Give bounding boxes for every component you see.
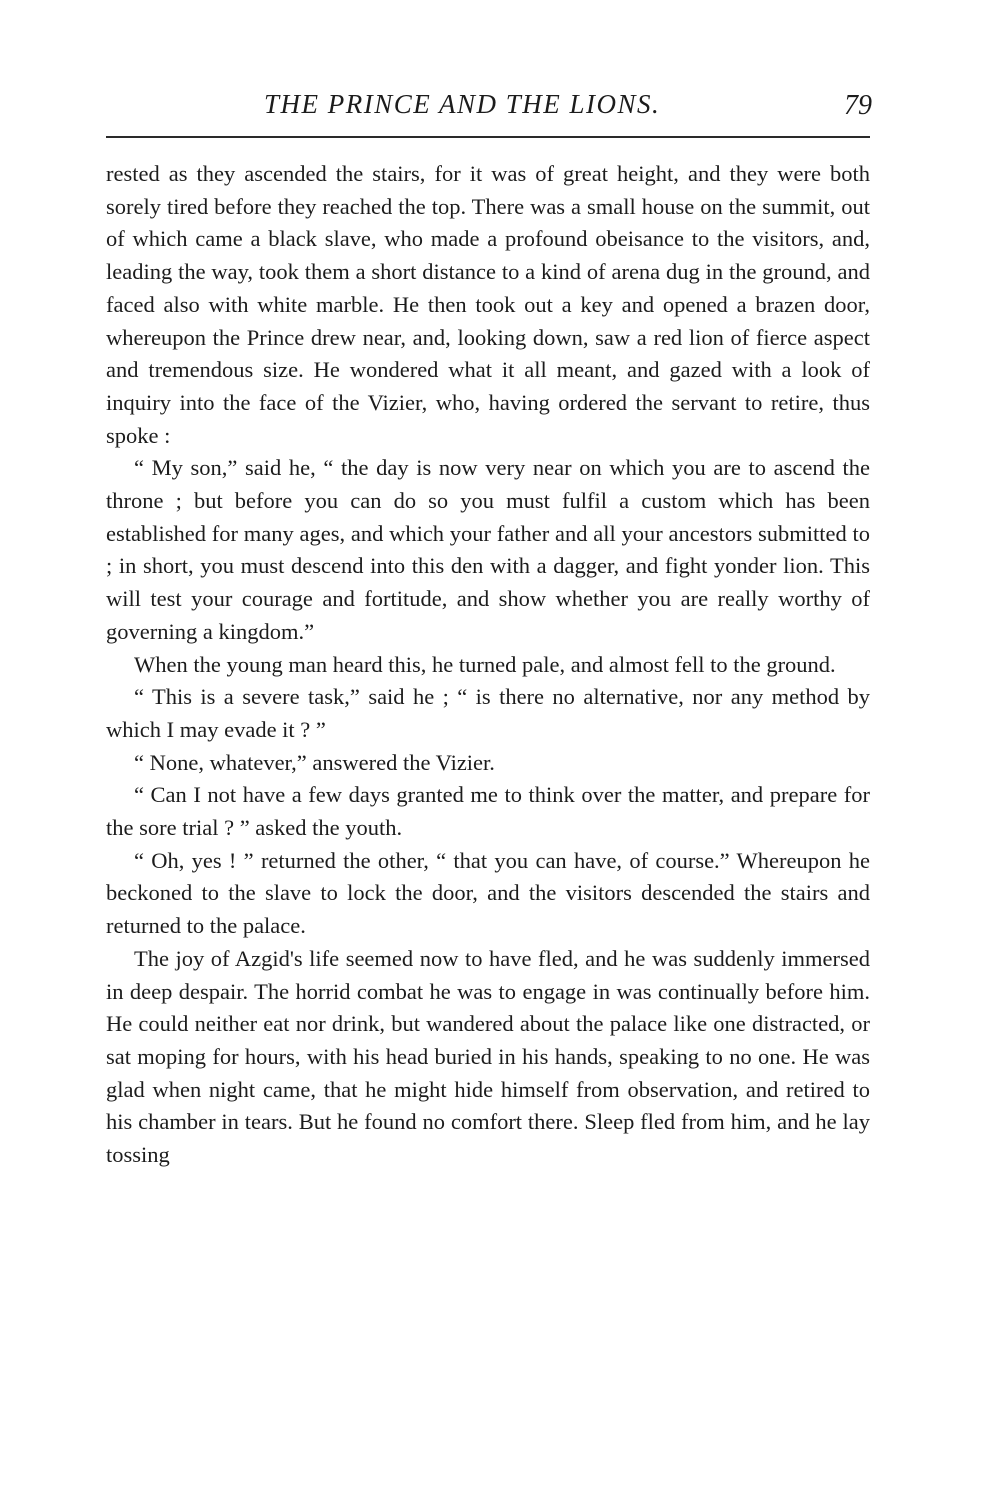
paragraph: “ Can I not have a few days granted me to think over the matter, and prepare for the sore trial ? ” asked the youth.: [106, 782, 870, 841]
paragraph: “ My son,” said he, “ the day is now very near on which you are to ascend the throne ; but before you can do so you must fulfil a custom which has been established for many ages, and which your father and all your ancestors submitted to ; in short, you must descend into this den with a dagger, and fight yonder lion. This will test your courage and fortitude, and show whether you are really worthy of governing a kingdom.”: [106, 455, 870, 644]
paragraph: rested as they ascended the stairs, for it was of great height, and they were both sorely tired before they reached the top. There was a small house on the summit, out of which came a black slave, who made a profound obeisance to the visitors, and, leading the way, took them a short distance to a kind of arena dug in the ground, and faced also with white marble. He then took out a key and opened a brazen door, whereupon the Prince drew near, and, looking down, saw a red lion of fierce aspect and tremendous size. He wondered what it all meant, and gazed with a look of inquiry into the face of the Vizier, who, having ordered the servant to retire, thus spoke :: [106, 161, 870, 448]
paragraph: When the young man heard this, he turned pale, and almost fell to the ground.: [134, 651, 836, 677]
paragraph: The joy of Azgid's life seemed now to have fled, and he was suddenly immersed in deep despair. The horrid combat he was to engage in was continually before him. He could neither eat nor drink, but wandered about the palace like one distracted, or sat moping for hours, with his head buried in his hands, speaking to no one. He was glad when night came, that he might hide himself from observation, and retired to his chamber in tears. But he found no comfort there. Sleep fled from him, and he lay tossing: [106, 945, 870, 1168]
header-rule: [106, 136, 870, 138]
page-number: 79: [844, 90, 872, 121]
paragraph: “ None, whatever,” answered the Vizier.: [134, 749, 495, 775]
paragraph: “ This is a severe task,” said he ; “ is there no alternative, nor any method by which I may evade it ? ”: [106, 684, 870, 742]
body-text: [106, 158, 870, 1172]
paragraph: “ Oh, yes ! ” returned the other, “ that you can have, of course.” Whereupon he beckoned to the slave to lock the door, and the visitors descended the stairs and returned to the palace.: [106, 847, 870, 939]
page-header: [104, 84, 874, 124]
running-title: THE PRINCE AND THE LIONS.: [264, 89, 661, 119]
